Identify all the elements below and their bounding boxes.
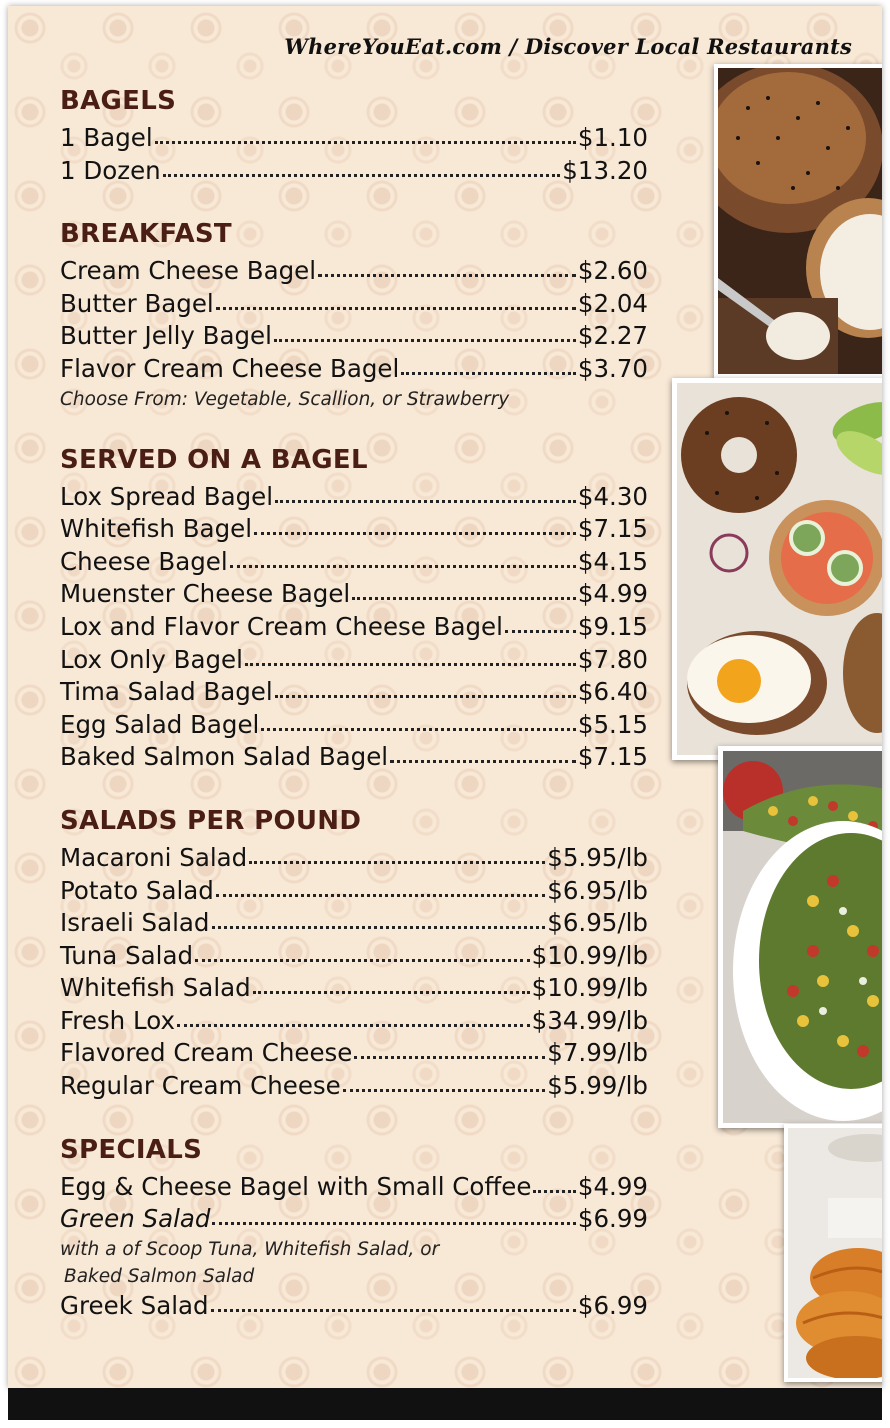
item-price: $4.30 (577, 481, 648, 511)
croissant-photo (784, 1124, 882, 1382)
menu-item (60, 1005, 648, 1038)
menu-item (60, 320, 648, 353)
item-price: $10.99/lb (531, 973, 648, 1003)
item-price: $6.95/lb (547, 875, 648, 905)
item-price: $34.99/lb (531, 1005, 648, 1035)
salad-bowl-photo (718, 746, 882, 1128)
item-note: with a of Scoop Tuna, Whitefish Salad, or (60, 1238, 440, 1260)
menu-content (60, 84, 648, 1352)
item-price: $6.95/lb (547, 908, 648, 938)
section-title: SERVED ON A BAGEL (60, 444, 368, 475)
item-name: Regular Cream Cheese (60, 1071, 341, 1101)
dot-leader (211, 1309, 576, 1312)
section-title: BAGELS (60, 86, 177, 116)
dot-leader (261, 728, 576, 731)
item-name: Greek Salad (60, 1290, 209, 1320)
menu-item (60, 481, 648, 514)
dot-leader (230, 565, 576, 568)
item-price: $7.15 (577, 742, 648, 772)
watermark-text: WhereYouEat.com / Discover Local Restaurants (284, 34, 852, 59)
dot-leader (155, 141, 576, 144)
dot-leader (253, 991, 530, 994)
menu-item (60, 972, 648, 1005)
section-note: Choose From: Vegetable, Scallion, or Strawberry (60, 388, 510, 410)
dot-leader (245, 663, 576, 666)
dot-leader (249, 861, 545, 864)
dot-leader (216, 307, 576, 310)
item-price: $1.10 (577, 123, 648, 152)
item-price: $4.99 (577, 1171, 648, 1201)
item-name: Whitefish Salad (60, 973, 251, 1003)
item-name: Lox and Flavor Cream Cheese Bagel (60, 611, 503, 641)
menu-item (60, 1203, 648, 1236)
menu-page (8, 6, 882, 1388)
item-name: Macaroni Salad (60, 842, 248, 872)
menu-item (60, 907, 648, 940)
item-price: $5.95/lb (547, 842, 648, 872)
menu-item (60, 353, 648, 386)
item-name: Tuna Salad (60, 940, 194, 970)
menu-item (60, 1070, 648, 1103)
dot-leader (343, 1089, 545, 1092)
menu-item (60, 288, 648, 321)
dot-leader (212, 1222, 575, 1225)
item-price: $6.99 (577, 1204, 648, 1234)
menu-item (60, 546, 648, 579)
dot-leader (533, 1190, 575, 1193)
dot-leader (352, 597, 576, 600)
dot-leader (212, 926, 546, 929)
item-price: $7.80 (577, 644, 648, 674)
item-price: $13.20 (562, 155, 648, 185)
menu-item (60, 875, 648, 908)
menu-item (60, 1037, 648, 1070)
menu-item (60, 122, 648, 155)
item-price: $9.15 (577, 611, 648, 641)
bagel-platter-photo (672, 378, 882, 760)
item-name: Fresh Lox (60, 1005, 175, 1035)
menu-item (60, 741, 648, 774)
menu-item (60, 1290, 648, 1323)
bottom-bar (8, 1388, 882, 1420)
section-title: SALADS PER POUND (60, 805, 362, 836)
menu-item (60, 676, 648, 709)
item-price: $10.99/lb (531, 940, 648, 970)
item-price: $2.60 (577, 256, 648, 286)
item-name: Baked Salmon Salad Bagel (60, 742, 389, 772)
menu-section (60, 84, 648, 187)
item-price: $4.99 (577, 579, 648, 609)
menu-section (60, 1133, 648, 1323)
item-price: $4.15 (577, 546, 648, 576)
dot-leader (254, 532, 576, 535)
menu-section (60, 217, 648, 412)
item-price: $7.99/lb (547, 1038, 648, 1068)
item-price: $7.15 (577, 514, 648, 544)
item-name: Egg & Cheese Bagel with Small Coffee (60, 1171, 532, 1201)
item-name: Whitefish Bagel (60, 514, 253, 544)
item-name: Egg Salad Bagel (60, 709, 260, 739)
dot-leader (177, 1024, 530, 1027)
dot-leader (275, 695, 576, 698)
section-title: SPECIALS (60, 1134, 203, 1165)
item-name: Potato Salad (60, 875, 214, 905)
dot-leader (275, 500, 576, 503)
item-name: Tima Salad Bagel (60, 677, 273, 707)
section-title: BREAKFAST (60, 219, 232, 250)
item-price: $5.15 (577, 709, 648, 739)
dot-leader (318, 274, 576, 277)
menu-item (60, 644, 648, 677)
dot-leader (505, 630, 576, 633)
item-name: Israeli Salad (60, 908, 210, 938)
menu-item (60, 842, 648, 875)
item-price: $2.27 (577, 321, 648, 351)
menu-item (60, 513, 648, 546)
item-note: Baked Salmon Salad (64, 1265, 255, 1287)
menu-item (60, 709, 648, 742)
item-name: 1 Bagel (60, 123, 153, 152)
item-price: $6.99 (577, 1290, 648, 1320)
menu-item (60, 611, 648, 644)
dot-leader (401, 372, 576, 375)
item-price: $6.40 (577, 677, 648, 707)
menu-item (60, 940, 648, 973)
item-name: Butter Jelly Bagel (60, 321, 272, 351)
menu-section (60, 804, 648, 1103)
item-name: Flavor Cream Cheese Bagel (60, 353, 400, 383)
menu-section (60, 443, 648, 774)
item-name: Flavored Cream Cheese (60, 1038, 353, 1068)
item-name: Lox Only Bagel (60, 644, 243, 674)
dot-leader (274, 339, 576, 342)
item-price: $3.70 (577, 353, 648, 383)
menu-item (60, 155, 648, 188)
dot-leader (354, 1056, 545, 1059)
item-price: $5.99/lb (547, 1071, 648, 1101)
item-name: Green Salad (60, 1204, 211, 1234)
item-price: $2.04 (577, 288, 648, 318)
dot-leader (195, 959, 530, 962)
item-name: Lox Spread Bagel (60, 481, 274, 511)
item-name: Cream Cheese Bagel (60, 256, 317, 286)
item-name: 1 Dozen (60, 155, 161, 185)
item-name: Cheese Bagel (60, 546, 228, 576)
dot-leader (390, 760, 576, 763)
item-name: Muenster Cheese Bagel (60, 579, 351, 609)
item-name: Butter Bagel (60, 288, 214, 318)
menu-item (60, 578, 648, 611)
dot-leader (163, 174, 561, 177)
bagel-photo (714, 64, 882, 378)
menu-item (60, 1171, 648, 1204)
dot-leader (216, 894, 545, 897)
menu-item (60, 255, 648, 288)
